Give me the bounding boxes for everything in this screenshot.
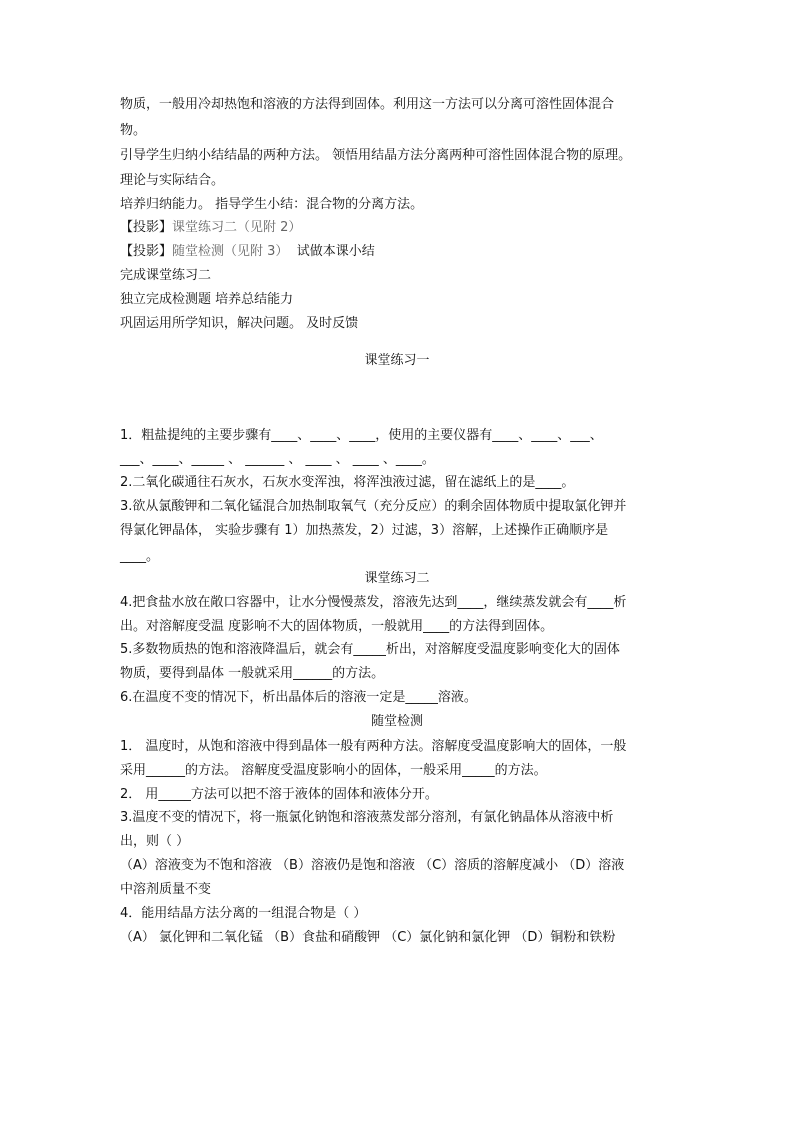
text-line: 独立完成检测题 培养总结能力: [120, 292, 294, 307]
text-line: 巩固运用所学知识，解决问题。 及时反馈: [120, 316, 359, 331]
question-line: 2.二氧化碳通往石灰水，石灰水变浑浊，将浑浊液过滤，留在滤纸上的是____。: [120, 475, 575, 490]
question-line: （A）溶液变为不饱和溶液 （B）溶液仍是饱和溶液 （C）溶质的溶解度减小 （D）溶液: [120, 858, 625, 873]
text-line: 理论与实际结合。: [120, 173, 225, 188]
text-line: 物质，一般用冷却热饱和溶液的方法得到固体。利用这一方法可以分离可溶性固体混合: [120, 97, 615, 112]
question-line: 4.把食盐水放在敞口容器中，让水分慢慢蒸发，溶液先达到____，继续蒸发就会有____析: [120, 595, 627, 610]
projection-line: [120, 219, 301, 237]
projection-tag: 【投影】: [120, 244, 173, 259]
question-line: ____。: [120, 549, 160, 564]
text-line: 物。: [120, 123, 147, 138]
question-line: 出，则（ ）: [120, 834, 190, 849]
section-title: 随堂检测: [370, 714, 423, 729]
question-line: 中溶剂质量不变: [120, 882, 212, 897]
question-line: 3.欲从氯酸钾和二氧化锰混合加热制取氧气（充分反应）的剩余固体物质中提取氯化钾并: [120, 499, 627, 514]
question-line: 1． 温度时，从饱和溶液中得到晶体一般有两种方法。溶解度受温度影响大的固体，一般: [120, 739, 627, 754]
question-line: 采用______的方法。 溶解度受温度影响小的固体，一般采用_____的方法。: [120, 763, 547, 778]
projection-text: 随堂检测（见附 3）: [172, 244, 289, 259]
question-line: 1．粗盐提纯的主要步骤有____、____、____，使用的主要仪器有____、____、___、: [120, 428, 603, 443]
question-line: 得氯化钾晶体， 实验步骤有 1）加热蒸发，2）过滤，3）溶解，上述操作正确顺序是: [120, 523, 609, 538]
question-line: 5.多数物质热的饱和溶液降温后，就会有_____析出，对溶解度受温度影响变化大的固体: [120, 642, 620, 657]
projection-line: [120, 243, 375, 261]
question-line: 6.在温度不变的情况下，析出晶体后的溶液一定是_____溶液。: [120, 690, 477, 705]
question-line: 3.温度不变的情况下，将一瓶氯化钠饱和溶液蒸发部分溶剂，有氯化钠晶体从溶液中析: [120, 810, 614, 825]
question-line: ___、____、_____ 、 ______ 、 ____ 、 ____ 、____。: [120, 452, 435, 467]
text-line: 引导学生归纳小结结晶的两种方法。 领悟用结晶方法分离两种可溶性固体混合物的原理。: [120, 148, 632, 163]
question-line: 4．能用结晶方法分离的一组混合物是（ ）: [120, 906, 367, 921]
projection-tag: 【投影】: [120, 220, 173, 235]
question-line: 物质，要得到晶体 一般就采用______的方法。: [120, 666, 385, 681]
question-line: （A） 氯化钾和二氧化锰 （B）食盐和硝酸钾 （C）氯化钠和氯化钾 （D）铜粉和铁粉: [120, 930, 616, 945]
section-title: 课堂练习一: [364, 353, 430, 368]
text-line: 完成课堂练习二: [120, 268, 212, 283]
section-title: 课堂练习二: [364, 571, 430, 586]
question-line: 2． 用_____方法可以把不溶于液体的固体和液体分开。: [120, 787, 438, 802]
projection-text: 课堂练习二（见附 2）: [172, 220, 302, 235]
text-line: 培养归纳能力。 指导学生小结：混合物的分离方法。: [120, 197, 424, 212]
question-line: 出。对溶解度受温 度影响不大的固体物质，一般就用____的方法得到固体。: [120, 619, 554, 634]
projection-extra: 试做本课小结: [296, 244, 375, 259]
